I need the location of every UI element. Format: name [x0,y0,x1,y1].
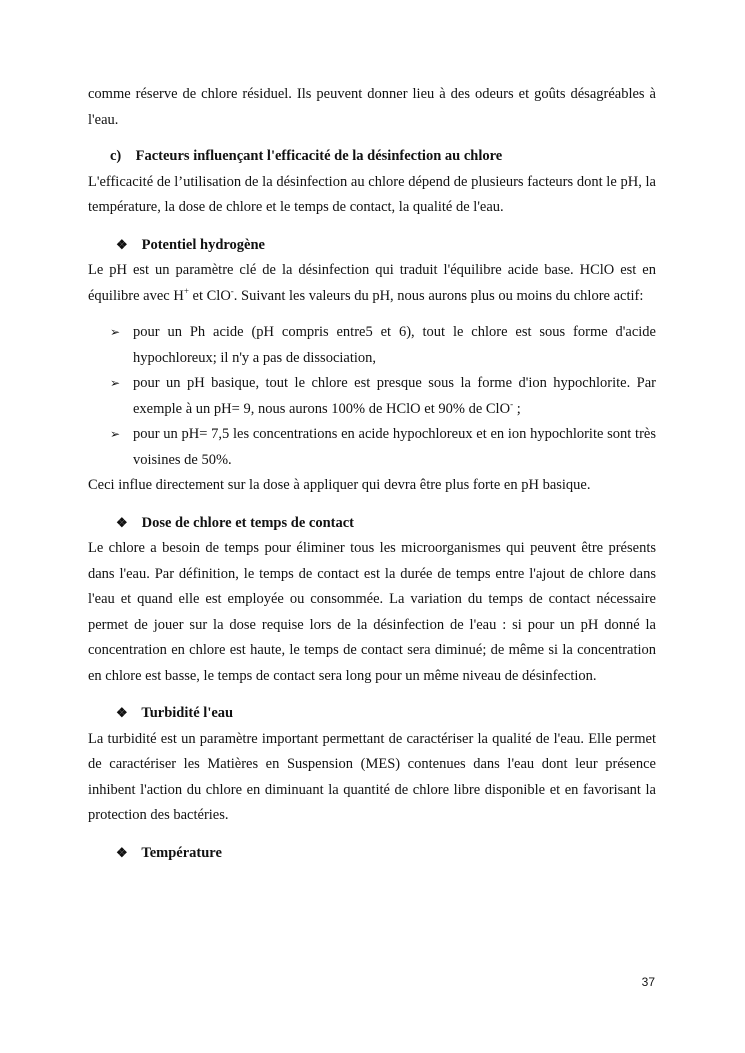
arrow-bullet-icon: ➢ [110,376,121,390]
turbidity-title: Turbidité l'eau [141,705,234,721]
intro-paragraph: comme réserve de chlore résiduel. Ils peuvent donner lieu à des odeurs et goûts désagréables à l'eau. [88,86,656,128]
dose-heading [88,510,656,537]
ph-title: Potentiel hydrogène [141,236,265,253]
bullet2-end: ; [513,400,521,417]
section-c-heading [88,144,656,170]
section-c-paragraph: L'efficacité de l’utilisation de la désinfection au chlore dépend de plusieurs facteurs dont le pH, la température, la dose de chlore et le temps de contact, la qualité de l'eau. [88,173,656,215]
ph-text-a: Le pH est un paramètre clé de la désinfection qui traduit l'équilibre acide base. HClO est en équilibre avec H [88,262,656,304]
turbidity-heading [88,700,656,727]
section-c-title: Facteurs influençant l'efficacité de la désinfection au chlore [135,148,503,164]
list-item [88,371,656,422]
diamond-bullet-icon: ❖ [116,236,128,252]
temperature-heading [88,840,656,867]
ph-bullet-list [88,320,656,473]
list-item [88,320,656,371]
temperature-title: Température [141,844,222,861]
arrow-bullet-icon: ➢ [110,325,121,339]
ph-sup-minus: - [230,285,234,296]
list-item-text: pour un Ph acide (pH compris entre5 et 6), tout le chlore est sous forme d'acide hypochloreux; il n'y a pas de dissociation, [133,324,656,366]
ph-conclusion: Ceci influe directement sur la dose à appliquer qui devra être plus forte en pH basique. [88,477,591,493]
bullet2-sup: - [510,398,514,409]
ph-text-c: . Suivant les valeurs du pH, nous aurons plus ou moins du chlore actif: [233,287,644,304]
page-number: 37 [641,975,655,989]
document-page [88,82,656,866]
ph-text-b: et ClO [188,287,231,304]
ph-heading [88,232,656,259]
list-item-text: pour un pH basique, tout le chlore est presque sous la forme d'ion hypochlorite. Par exemple à un pH= 9, nous aurons 100% de HClO et 90% de ClO [133,375,656,417]
diamond-bullet-icon: ❖ [116,514,128,530]
diamond-bullet-icon: ❖ [116,844,128,860]
section-c-label: c) [110,148,122,164]
ph-paragraph [88,258,656,309]
dose-paragraph: Le chlore a besoin de temps pour éliminer tous les microorganismes qui peuvent être présents dans l'eau. Par définition, le temps de contact est la durée de temps entre l'ajout de chlore dans l'eau et quand elle est employée ou consommée. La variation du temps de contact nécessaire permet de jouer sur la dose requise lors de la désinfection de l'eau : si pour un pH donné la concentration en chlore est haute, le temps de contact sera diminué; de même si la concentration en chlore est basse, le temps de contact sera long pour un même niveau de désinfection. [88,540,656,684]
arrow-bullet-icon: ➢ [110,427,121,441]
ph-sup-plus: + [183,285,189,296]
list-item [88,422,656,473]
list-item-text: pour un pH= 7,5 les concentrations en acide hypochloreux et en ion hypochlorite sont très voisines de 50%. [133,426,656,468]
turbidity-paragraph: La turbidité est un paramètre important permettant de caractériser la qualité de l'eau. Elle permet de caractériser les Matières en Suspension (MES) contenues dans l'eau dont leur présence inhibent l'action du chlore en diminuant la quantité de chlore libre disponible et en favorisant la protection des bactéries. [88,730,656,823]
diamond-bullet-icon: ❖ [116,705,128,720]
dose-title: Dose de chlore et temps de contact [141,514,354,531]
